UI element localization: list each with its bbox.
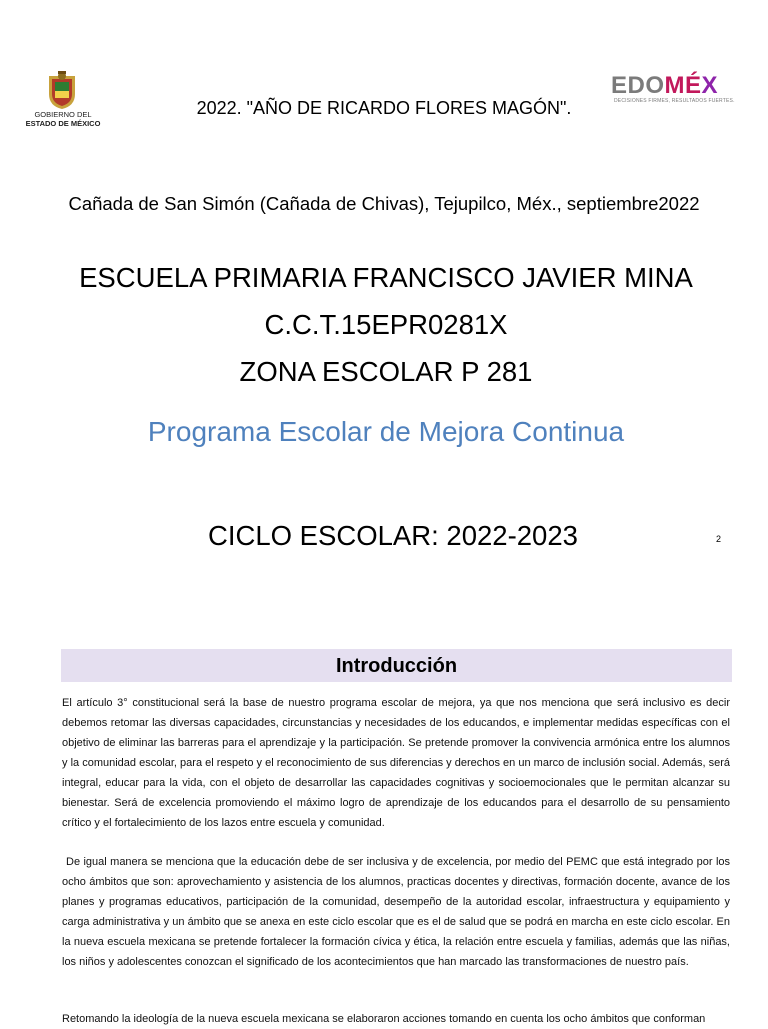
introduction-heading: Introducción bbox=[335, 655, 458, 677]
school-identification bbox=[0, 254, 768, 395]
wordmark-edo: EDO bbox=[611, 72, 665, 99]
wordmark-me: MÉ bbox=[664, 72, 702, 99]
edomex-tagline: DECISIONES FIRMES, RESULTADOS FUERTES. bbox=[614, 98, 735, 104]
school-name: ESCUELA PRIMARIA FRANCISCO JAVIER MINA bbox=[79, 262, 693, 293]
school-cct: C.C.T.15EPR0281X bbox=[264, 309, 508, 340]
program-title: Programa Escolar de Mejora Continua bbox=[147, 416, 625, 447]
year-motto: 2022. "AÑO DE RICARDO FLORES MAGÓN". bbox=[196, 98, 572, 118]
location-date-line: Cañada de San Simón (Cañada de Chivas), Tejupilco, Méx., septiembre2022 bbox=[68, 193, 700, 214]
introduction-heading-bar bbox=[61, 649, 732, 682]
school-zone: ZONA ESCOLAR P 281 bbox=[239, 356, 533, 387]
school-cycle: CICLO ESCOLAR: 2022-2023 bbox=[208, 520, 578, 551]
wordmark-x: X bbox=[701, 72, 719, 99]
page-number: 2 bbox=[716, 534, 722, 544]
introduction-paragraph-1: El artículo 3° constitucional será la base de nuestro programa escolar de mejora, ya que nos menciona que será inclusivo es decir debemos retomar las diversas capacidades, circunstancias y necesidades de los educandos, e implementar medidas específicas con el objetivo de eliminar las barreras para el aprendizaje y la participación. Se pretende promover la convivencia armónica entre los alumnos y la comunidad escolar, para el respeto y el reconocimiento de sus diferencias y derechos en un marco de inclusión social. Además, será integral, educar para la vida, con el objeto de desarrollar las capacidades cognitivas y socioemocionales que le permitan alcanzar su bienestar. Será de excelencia promoviendo el máximo logro de aprendizaje de los educandos para el desarrollo de su pensamiento crítico y el fortalecimiento de los lazos entre escuela y comunidad. bbox=[62, 697, 730, 829]
introduction-paragraph-2: De igual manera se menciona que la educación debe de ser inclusiva y de excelencia, por medio del PEMC que está integrado por los ocho ámbitos que son: aprovechamiento y asistencia de los alumnos, practicas docentes y directivas, formación docente, avance de los planes y programas educativos, participación de la comunidad, desempeño de la autoridad escolar, infraestructura y equipamiento y carga administrativa y un ámbito que se anexa en este ciclo escolar que es el de salud que se podrá en marcha en este ciclo escolar. En la nueva escuela mexicana se pretende fortalecer la formación cívica y ética, la relación entre escuela y familias, además que las niñas, los niños y adolescentes conozcan el significado de los acontecimientos que han marcado las transformaciones de nuestro país. bbox=[62, 856, 730, 968]
logo-line-1: GOBIERNO DEL bbox=[34, 110, 92, 119]
logo-line-2: ESTADO DE MÉXICO bbox=[25, 118, 101, 128]
introduction-paragraph-3: Retomando la ideología de la nueva escuela mexicana se elaboraron acciones tomando en cuenta los ocho ámbitos que conforman bbox=[62, 1013, 706, 1025]
